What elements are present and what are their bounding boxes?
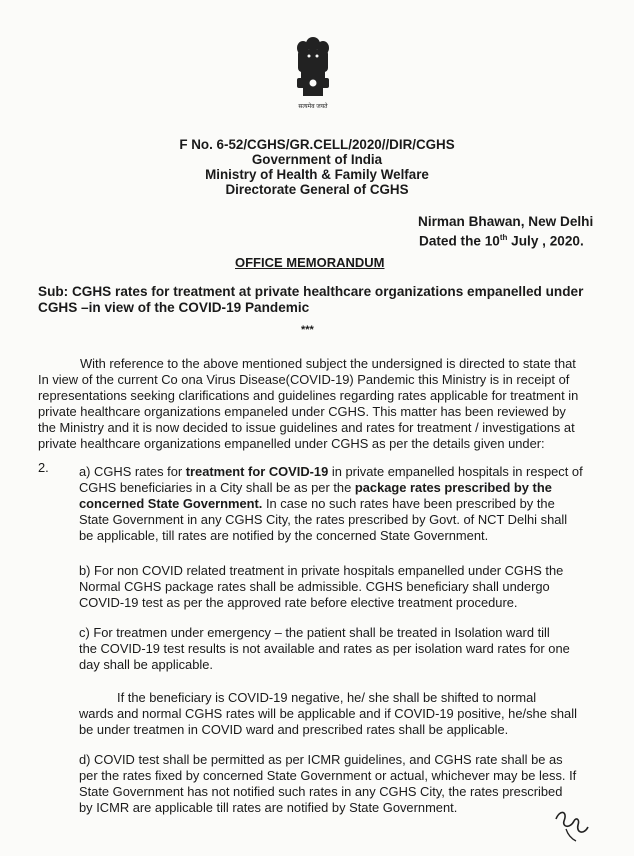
subject-line-2: CGHS –in view of the COVID-19 Pandemic	[38, 300, 310, 315]
date: Dated the 10th July , 2020.	[419, 233, 584, 249]
place: Nirman Bhawan, New Delhi	[418, 214, 594, 229]
org-ministry: Ministry of Health & Family Welfare	[205, 167, 429, 182]
intro-line: private healthcare organizations empanelled under CGHS as per the details given under:	[38, 436, 545, 451]
intro-line: In view of the current Co ona Virus Disease(COVID-19) Pandemic this Ministry is in receipt of	[38, 372, 570, 387]
intro-line: With reference to the above mentioned subject the undersigned is directed to state that	[80, 356, 576, 371]
para-number: 2.	[38, 460, 49, 475]
intro-line: representations seeking clarifications and guidelines regarding rates applicable for treatment in	[38, 388, 579, 403]
signature-icon	[550, 805, 594, 845]
org-directorate: Directorate General of CGHS	[225, 182, 409, 197]
file-number: F No. 6-52/CGHS/GR.CELL/2020//DIR/CGHS	[179, 137, 455, 152]
para-d: d) COVID test shall be permitted as per ICMR guidelines, and CGHS rate shall be as per the rates fixed by concerned State Government or actual, whichever may be less. If State Government has not notified such rates in any CGHS City, the rates prescribed by ICMR are applicable till rates are notified by State Government.	[79, 752, 577, 815]
national-emblem-icon	[289, 34, 337, 108]
intro-line: the Ministry and it is now decided to issue guidelines and rates for treatment / investigations at	[38, 420, 575, 435]
intro-paragraph	[38, 356, 578, 452]
memo-title: OFFICE MEMORANDUM	[235, 255, 385, 270]
subject-line-1: Sub: CGHS rates for treatment at private healthcare organizations empanelled under	[38, 284, 584, 299]
org-government: Government of India	[251, 152, 383, 167]
para-c-continued: If the beneficiary is COVID-19 negative, he/ she shall be shifted to normal wards and normal CGHS rates will be applicable and if COVID-19 positive, he/she shall be under treatmen in COVID ward and prescribed rates shall be applicable.	[79, 690, 577, 737]
separator: ***	[301, 324, 314, 336]
intro-line: private healthcare organizations empaneled under CGHS. This matter has been reviewed by	[38, 404, 566, 419]
para-c: c) For treatmen under emergency – the patient shall be treated in Isolation ward till the COVID-19 test results is not available and rates as per isolation ward rates for one day shall be applicable.	[79, 625, 570, 672]
para-a: a) CGHS rates for treatment for COVID-19 in private empanelled hospitals in respect of CGHS beneficiaries in a City shall be as per the package rates prescribed by the concerned State Government. In case no such rates have been prescribed by the State Government in any CGHS City, the rates prescribed by Govt. of NCT Delhi shall be applicable, till rates are notified by the concerned State Government.	[79, 464, 583, 543]
emblem-motto: सत्यमेव जयते	[298, 104, 328, 110]
para-b: b) For non COVID related treatment in private hospitals empanelled under CGHS the Normal CGHS package rates shall be admissible. CGHS beneficiary shall undergo COVID-19 test as per the approved rate before elective treatment procedure.	[79, 563, 564, 610]
